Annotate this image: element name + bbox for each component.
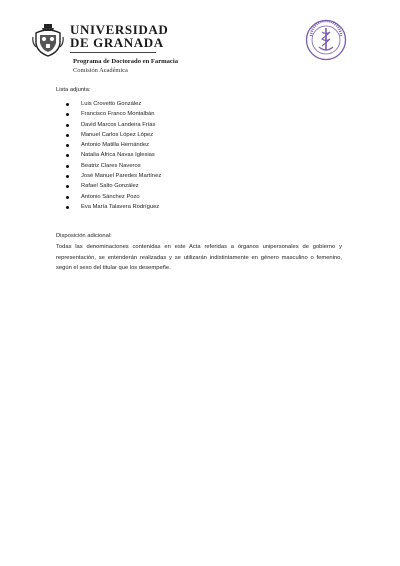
list-item-text: José Manuel Paredes Martínez [81, 173, 162, 180]
university-name [70, 24, 168, 49]
list-item [56, 204, 161, 214]
list-item [56, 111, 161, 121]
bullet-icon [66, 124, 69, 127]
bullet-icon [66, 144, 69, 147]
bullet-icon [66, 196, 69, 199]
list-item [56, 152, 161, 162]
program-title: Programa de Doctorado en Farmacia [73, 58, 178, 65]
bullet-icon [66, 185, 69, 188]
program-subtitle: Comisión Académica [73, 67, 128, 74]
bullet-icon [66, 154, 69, 157]
list-item [56, 163, 161, 173]
list-item-text: Eva María Talavera Rodríguez [81, 203, 160, 210]
header-divider [70, 52, 156, 53]
list-item-text: Antonio Sánchez Pozo [81, 193, 140, 200]
list-item-text: Rafael Salto González [81, 183, 139, 190]
university-name-line1: UNIVERSIDAD [70, 22, 169, 37]
list-item [56, 142, 161, 152]
university-coat-of-arms-icon [32, 23, 64, 57]
list-item-text: David Marcos Landeira Frías [81, 121, 156, 128]
disposition-heading: Disposición adicional: [56, 233, 112, 239]
bullet-icon [66, 113, 69, 116]
list-item [56, 132, 161, 142]
bullet-icon [66, 134, 69, 137]
disposition-paragraph: Todas las denominaciones contenidas en este Acta referidas a órganos unipersonales de gobierno y representación, se entenderán realizadas y se utilizarán indistintamente en género masculino o femenino, según el sexo del titular que los desempeñe. [56, 244, 342, 271]
list-item-text: Manuel Carlos López López [81, 131, 154, 138]
list-item [56, 173, 161, 183]
bullet-icon [66, 206, 69, 209]
list-item [56, 101, 161, 111]
list-item [56, 122, 161, 132]
bullet-icon [66, 103, 69, 106]
list-item [56, 183, 161, 193]
list-item-text: Beatriz Clares Naveros [81, 162, 141, 169]
list-item [56, 194, 161, 204]
list-item-text: Luis Crovetto González [81, 101, 142, 107]
pharmacy-seal-icon [305, 19, 347, 61]
university-name-line2: DE GRANADA [70, 35, 164, 50]
list-item-text: Antonio Matilla Hernández [81, 142, 149, 149]
list-item-text: Natalia África Navas Iglesias [81, 152, 155, 159]
list-heading: Lista adjunta: [56, 87, 91, 93]
list-item-text: Francisco Franco Montalbán [81, 111, 155, 118]
bullet-icon [66, 165, 69, 168]
names-list [56, 101, 161, 214]
bullet-icon [66, 175, 69, 178]
